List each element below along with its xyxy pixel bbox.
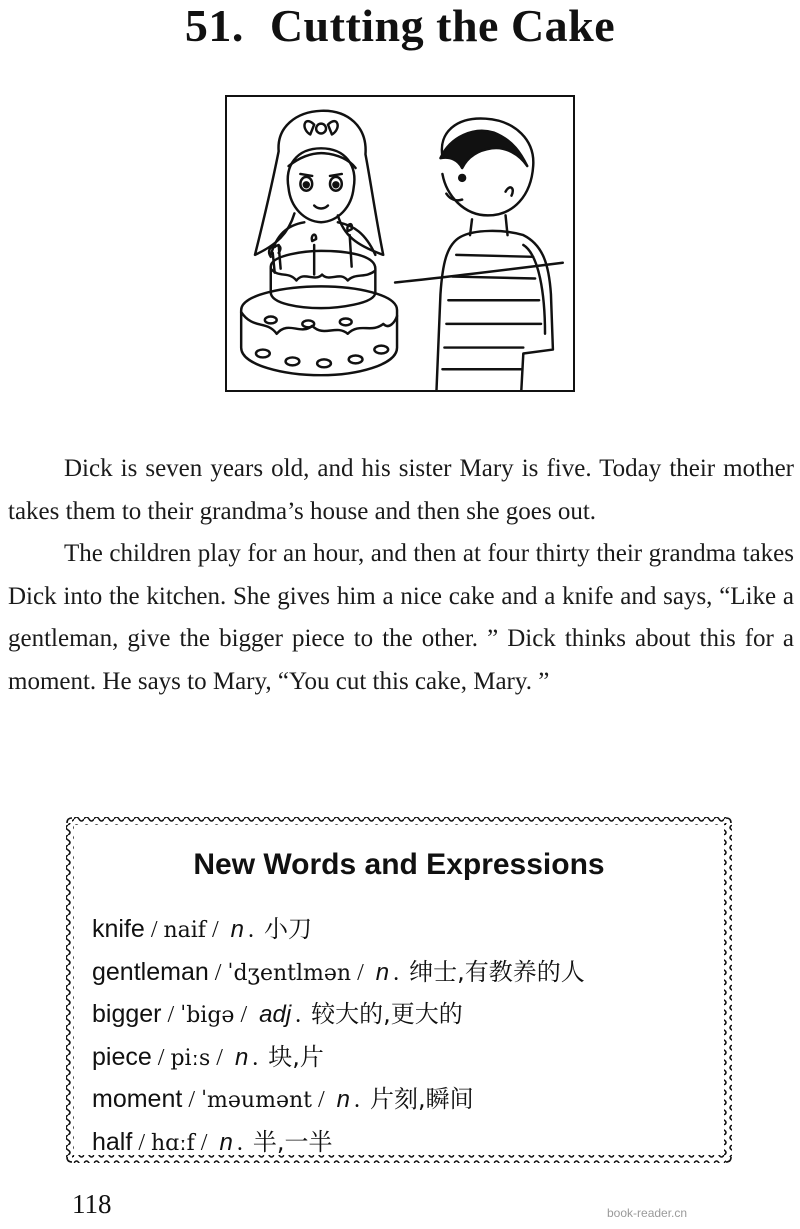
watermark: book-reader.cn — [607, 1206, 688, 1220]
story-paragraph-1: Dick is seven years old, and his sister Mary is five. Today their mother takes them to their grandma’s house and then she goes out. — [8, 455, 794, 525]
vocab-phonetic: ˈməumənt — [200, 1088, 312, 1113]
vocabulary-list — [92, 908, 585, 1163]
vocab-entry: knife / naif / n . 小刀 — [92, 915, 312, 943]
vocab-phonetic: piːs — [170, 1045, 211, 1071]
boy-figure — [437, 119, 553, 390]
vocab-pos: n — [375, 958, 390, 986]
vocab-entry: moment / ˈməumənt / n . 片刻,瞬间 — [92, 1085, 474, 1113]
vocab-entry: bigger / ˈbigə / adj . 较大的,更大的 — [92, 1000, 463, 1028]
vocab-meaning: 半,一半 — [252, 1127, 333, 1156]
vocab-word: half — [92, 1127, 133, 1156]
story-paragraph-2: The children play for an hour, and then at four thirty their grandma takes Dick into the kitchen. She gives him a nice cake and a knife and says, “Like a gentleman, give the bigger piece to the other. ” Dick thinks about this for a moment. He says to Mary, “You cut this cake, Mary. ” — [8, 540, 794, 695]
vocab-pos: n — [234, 1043, 249, 1071]
vocab-phonetic: hɑːf — [150, 1130, 195, 1156]
cake-figure — [241, 224, 397, 375]
vocab-word: bigger — [92, 1000, 162, 1028]
lesson-title — [0, 0, 800, 52]
girl-figure — [255, 111, 383, 255]
vocab-pos: n — [336, 1086, 351, 1113]
vocab-entry: piece / piːs / n . 块,片 — [92, 1042, 324, 1071]
vocab-meaning: 块,片 — [268, 1042, 324, 1071]
vocab-entry: half / hɑːf / n . 半,一半 — [92, 1127, 333, 1156]
vocabulary-title: New Words and Expressions — [193, 848, 605, 881]
vocabulary-box — [64, 815, 734, 1165]
vocab-pos: n — [230, 916, 244, 943]
vocab-phonetic: ˈbigə — [180, 1003, 235, 1028]
vocab-phonetic: ˈdʒentlmən — [227, 960, 352, 986]
vocab-word: knife — [92, 915, 145, 943]
story-text — [8, 448, 794, 703]
vocab-word: piece — [92, 1042, 152, 1071]
vocab-pos: n — [219, 1128, 233, 1156]
vocab-entry: gentleman / ˈdʒentlmən / n . 绅士,有教养的人 — [92, 957, 585, 986]
vocab-word: moment — [92, 1085, 183, 1113]
vocab-pos: adj — [259, 1001, 292, 1028]
vocab-phonetic: naif — [163, 918, 206, 943]
vocab-meaning: 绅士,有教养的人 — [409, 957, 585, 986]
lesson-title-text: Cutting the Cake — [269, 0, 616, 51]
vocab-meaning: 片刻,瞬间 — [370, 1085, 474, 1113]
vocab-meaning: 小刀 — [263, 915, 312, 943]
vocab-meaning: 较大的,更大的 — [311, 1000, 463, 1028]
page-number: 118 — [72, 1189, 112, 1219]
vocab-word: gentleman — [92, 957, 209, 986]
lesson-number: 51. — [184, 0, 244, 51]
cake-illustration — [225, 95, 575, 392]
